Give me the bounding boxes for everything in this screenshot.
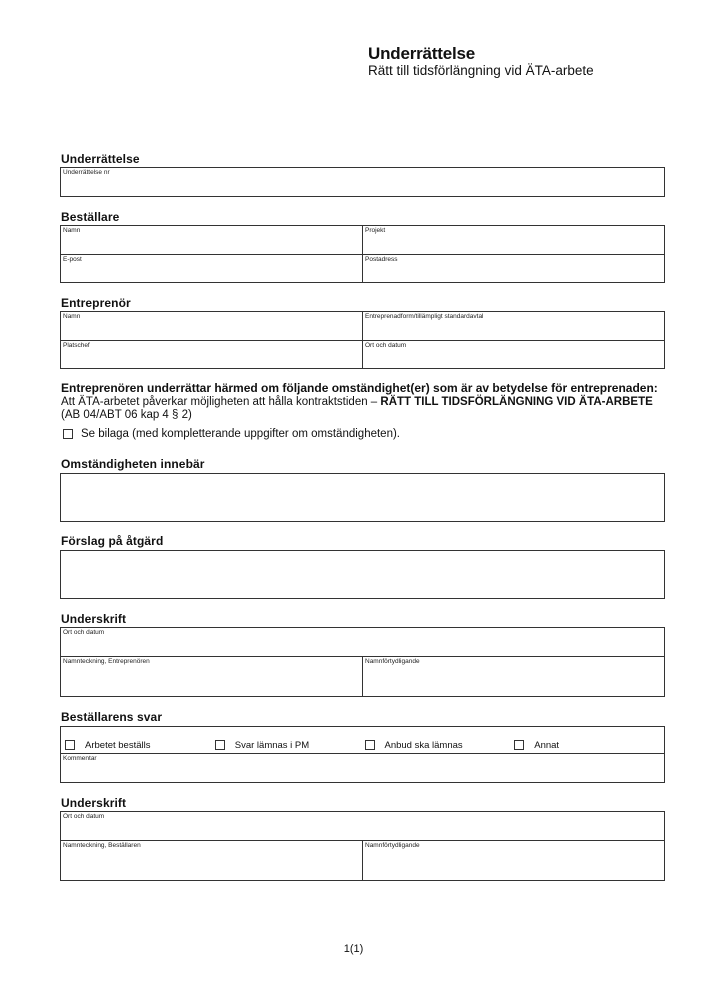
underskrift-entreprenor-box bbox=[60, 627, 665, 697]
field-label: Platschef bbox=[63, 342, 90, 349]
field-label: Namnförtydligande bbox=[365, 658, 420, 665]
option-label: Annat bbox=[534, 739, 560, 751]
namnteckning-entreprenor-field[interactable] bbox=[61, 657, 363, 696]
bestallare-postadress-field[interactable] bbox=[363, 255, 664, 282]
entreprenor-namn-field[interactable] bbox=[61, 312, 363, 340]
kommentar-field[interactable] bbox=[61, 754, 664, 782]
underskrift1-ort-datum-field[interactable] bbox=[61, 628, 664, 656]
entreprenadform-field[interactable] bbox=[363, 312, 664, 340]
forslag-textarea[interactable] bbox=[60, 550, 665, 599]
notice-text-bold: RÄTT TILL TIDSFÖRLÄNGNING VID ÄTA-ARBETE bbox=[380, 396, 653, 408]
platschef-field[interactable] bbox=[61, 341, 363, 368]
page-number: 1(1) bbox=[343, 943, 364, 955]
checkbox[interactable] bbox=[514, 740, 524, 750]
checkbox[interactable] bbox=[365, 740, 375, 750]
field-label: Namnteckning, Beställaren bbox=[63, 842, 141, 849]
section-heading-bestallare: Beställare bbox=[61, 210, 120, 224]
document-header bbox=[368, 44, 594, 79]
omstandigheten-textarea[interactable] bbox=[60, 473, 665, 522]
svar-option-anbud[interactable] bbox=[365, 740, 515, 751]
underskrift-bestallare-box bbox=[60, 811, 665, 881]
field-label: Ort och datum bbox=[63, 813, 105, 820]
bestallare-epost-field[interactable] bbox=[61, 255, 363, 282]
underskrift2-namnfortydligande-field[interactable] bbox=[363, 841, 664, 880]
bestallare-box bbox=[60, 225, 665, 283]
field-label: Ort och datum bbox=[365, 342, 407, 349]
entreprenor-box bbox=[60, 311, 665, 369]
option-label: Svar lämnas i PM bbox=[234, 739, 310, 751]
notice-text-after: (AB 04/ABT 06 kap 4 § 2) bbox=[61, 409, 192, 421]
checkbox[interactable] bbox=[65, 740, 75, 750]
se-bilaga-label: Se bilaga (med kompletterande uppgifter om omständigheten). bbox=[81, 428, 400, 440]
bestallare-namn-field[interactable] bbox=[61, 226, 363, 254]
entreprenor-ort-datum-field[interactable] bbox=[363, 341, 664, 368]
underrattelse-nr-field[interactable] bbox=[61, 168, 664, 196]
document-title: Underrättelse bbox=[368, 44, 475, 63]
field-label: Postadress bbox=[365, 256, 398, 263]
se-bilaga-checkbox[interactable] bbox=[63, 429, 73, 439]
svar-option-svar-pm[interactable] bbox=[215, 740, 365, 751]
underrattelse-box bbox=[60, 167, 665, 197]
section-heading-entreprenor: Entreprenör bbox=[61, 296, 131, 310]
section-heading-underrattelse: Underrättelse bbox=[61, 152, 140, 166]
field-label: Ort och datum bbox=[63, 629, 105, 636]
svar-option-arbetet-bestalls[interactable] bbox=[65, 740, 215, 751]
field-label: Projekt bbox=[365, 227, 386, 234]
svar-box bbox=[60, 726, 665, 783]
section-heading-underskrift-entreprenor: Underskrift bbox=[61, 612, 127, 626]
field-label: E-post bbox=[63, 256, 82, 263]
field-label: Namnförtydligande bbox=[365, 842, 420, 849]
field-label: Underrättelse nr bbox=[63, 169, 110, 176]
option-label: Arbetet beställs bbox=[85, 739, 151, 751]
underskrift1-namnfortydligande-field[interactable] bbox=[363, 657, 664, 696]
notice-intro: Entreprenören underrättar härmed om följande omständighet(er) som är av betydelse för entreprenaden: bbox=[61, 381, 658, 395]
svar-option-annat[interactable] bbox=[514, 740, 664, 751]
field-label: Entreprenadform/tillämpligt standardavtal bbox=[365, 313, 484, 320]
se-bilaga-option[interactable] bbox=[63, 428, 400, 440]
field-label: Namnteckning, Entreprenören bbox=[63, 658, 150, 665]
field-label: Namn bbox=[63, 313, 81, 320]
bestallare-projekt-field[interactable] bbox=[363, 226, 664, 254]
checkbox[interactable] bbox=[215, 740, 225, 750]
option-label: Anbud ska lämnas bbox=[384, 739, 463, 751]
section-heading-forslag: Förslag på åtgärd bbox=[61, 534, 164, 548]
section-heading-omstandigheten: Omständigheten innebär bbox=[61, 457, 205, 471]
document-subtitle: Rätt till tidsförlängning vid ÄTA-arbete bbox=[368, 63, 594, 78]
namnteckning-bestallare-field[interactable] bbox=[61, 841, 363, 880]
section-heading-svar: Beställarens svar bbox=[61, 710, 163, 724]
field-label: Namn bbox=[63, 227, 81, 234]
notice-text-before: Att ÄTA-arbetet påverkar möjligheten att hålla kontraktstiden – bbox=[61, 396, 381, 408]
section-heading-underskrift-bestallare: Underskrift bbox=[61, 796, 127, 810]
underskrift2-ort-datum-field[interactable] bbox=[61, 812, 664, 840]
field-label: Kommentar bbox=[63, 755, 97, 762]
notice-text bbox=[61, 396, 661, 422]
